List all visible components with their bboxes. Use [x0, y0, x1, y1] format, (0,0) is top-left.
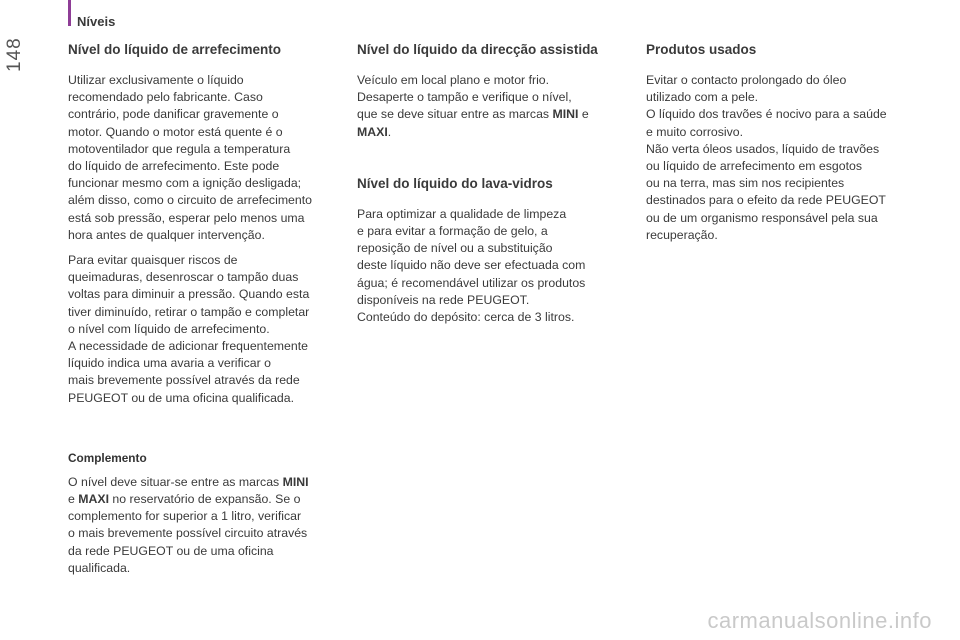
coolant-paragraph-2: Para evitar quaisquer riscos de queimaduras, desenroscar o tampão duas voltas para diminuir a pressão. Quando esta tiver diminuído, retirar o tampão e completar o nível com líquido de arrefecimento. A necessidade de adicionar frequentemente líquido indica uma avaria a verificar o mais brevemente possível através da rede PEUGEOT ou de uma oficina qualificada. [68, 253, 310, 405]
used-products-title: Produtos usados [646, 42, 757, 57]
column-used-products [646, 40, 918, 244]
steering-text-a: Veículo em local plano e motor frio. Desaperte o tampão e verifique o nível, que se deve situar entre as marcas [357, 73, 572, 122]
complement-text-a: O nível deve situar-se entre as marcas [68, 474, 283, 489]
watermark: carmanualsonline.info [707, 608, 932, 633]
coolant-paragraph-1: Utilizar exclusivamente o líquido recomendado pelo fabricante. Caso contrário, pode danificar gravemente o motor. Quando o motor está quente é o motoventilador que regula a temperatura do líquido de arrefecimento. Este pode funcionar mesmo com a ignição desligada; além disso, como o circuito de arrefecimento está sob pressão, esperar pelo menos uma hora antes de qualquer intervenção. [68, 73, 312, 242]
steering-paragraph [357, 72, 629, 141]
coolant-title: Nível do líquido de arrefecimento [68, 42, 282, 57]
mark-mini: MINI [282, 474, 309, 489]
complement-subheading: Complemento [68, 450, 147, 465]
mark-mini: MINI [552, 107, 579, 122]
column-coolant [68, 40, 340, 577]
steering-text-b: e [581, 107, 589, 122]
washer-title: Nível do líquido do lava-vidros [357, 175, 553, 191]
steering-title: Nível do líquido da direcção assistida [357, 42, 598, 57]
complement-text-b: e [68, 492, 75, 507]
section-header: Níveis [77, 14, 116, 29]
steering-text-c: . [387, 124, 392, 139]
column-steering-washer [357, 40, 629, 326]
complement-paragraph [68, 474, 340, 577]
mark-maxi: MAXI [357, 124, 388, 139]
complement-text-c: no reservatório de expansão. Se o complemento for superior a 1 litro, verificar o mais brevemente possível circuito através da rede PEUGEOT ou de uma oficina qualificada. [68, 492, 308, 575]
washer-paragraph: Para optimizar a qualidade de limpeza e para evitar a formação de gelo, a reposição de nível ou a substituição deste líquido não deve ser efectuada com água; é recomendável utilizar os produtos disponíveis na rede PEUGEOT. Conteúdo do depósito: cerca de 3 litros. [357, 206, 586, 325]
mark-maxi: MAXI [78, 492, 110, 507]
used-products-paragraph: Evitar o contacto prolongado do óleo utilizado com a pele. O líquido dos travões é nocivo para a saúde e muito corrosivo. Não verta óleos usados, líquido de travões ou líquido de arrefecimento em esgotos ou na terra, mas sim nos recipientes destinados para o efeito da rede PEUGEOT ou de um organismo responsável pela sua recuperação. [646, 73, 887, 242]
section-accent-bar [68, 0, 71, 26]
page-number: 148 [4, 37, 25, 72]
